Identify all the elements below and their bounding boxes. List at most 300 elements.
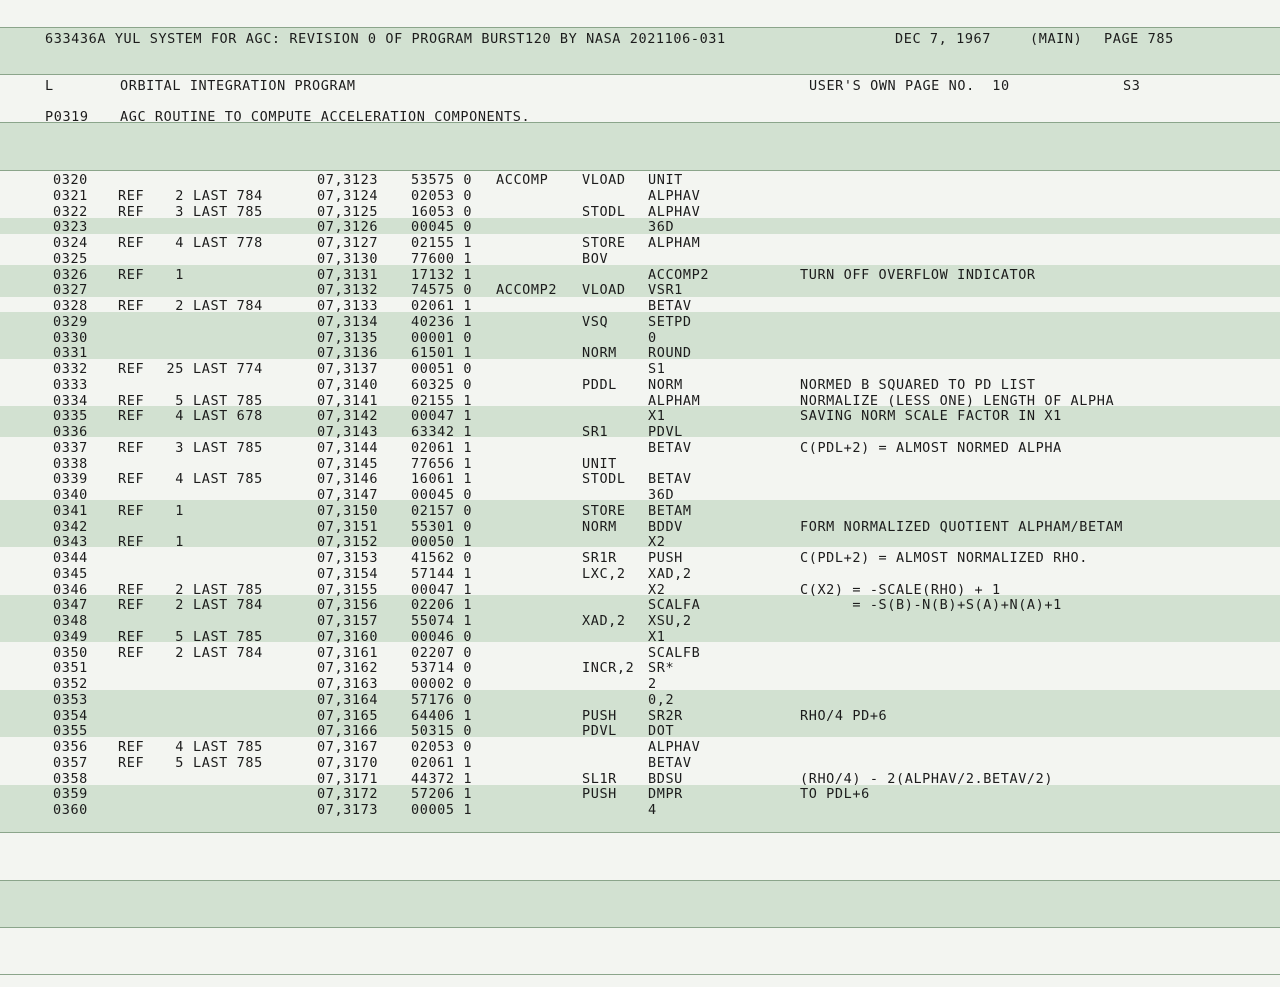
octal-code: 77600 1: [411, 250, 473, 267]
memory-address: 07,3126: [317, 219, 379, 236]
operand: UNIT: [648, 172, 683, 188]
operand: ALPHAV: [648, 203, 701, 220]
memory-address: 07,3135: [317, 329, 379, 346]
operand: BDSU: [648, 770, 683, 787]
ref-marker: REF: [118, 439, 145, 456]
program-title: ORBITAL INTEGRATION PROGRAM: [120, 78, 356, 94]
memory-address: 07,3144: [317, 439, 379, 456]
memory-address: 07,3157: [317, 613, 379, 629]
memory-address: 07,3165: [317, 707, 379, 724]
listing-row: [0, 676, 1280, 692]
listing-row: [0, 282, 1280, 298]
operand: XSU,2: [648, 613, 692, 629]
listing-row: [0, 361, 1280, 377]
listing-row: [0, 519, 1280, 535]
opcode: INCR,2: [582, 660, 635, 677]
listing-row: [0, 204, 1280, 220]
memory-address: 07,3152: [317, 534, 379, 551]
opcode: PDVL: [582, 723, 617, 740]
operand: XAD,2: [648, 565, 692, 582]
line-number: 0357: [53, 754, 88, 771]
memory-address: 07,3142: [317, 408, 379, 425]
line-number: 0322: [53, 203, 88, 220]
line-number: 0346: [53, 581, 88, 598]
opcode: PDDL: [582, 376, 617, 393]
paper-band-2: [0, 122, 1280, 170]
line-number: 0329: [53, 313, 88, 330]
octal-code: 50315 0: [411, 723, 473, 740]
last-page-ref: LAST 785: [193, 754, 263, 771]
opcode: STODL: [582, 203, 626, 220]
operand: ALPHAV: [648, 739, 701, 755]
octal-code: 61501 1: [411, 345, 473, 362]
line-number: 0348: [53, 613, 88, 629]
ref-marker: REF: [118, 392, 145, 409]
ref-marker: REF: [118, 502, 145, 519]
line-number: 0328: [53, 298, 88, 314]
last-page-ref: LAST 785: [193, 392, 263, 409]
routine-number: P0319: [45, 109, 89, 125]
octal-code: 00005 1: [411, 802, 473, 818]
memory-address: 07,3173: [317, 802, 379, 818]
operand: SCALFA: [648, 597, 701, 614]
operand: 0,2: [648, 691, 675, 708]
paper-rule: [0, 832, 1280, 833]
line-number: 0327: [53, 282, 88, 299]
ref-marker: REF: [118, 534, 145, 551]
line-number: 0339: [53, 471, 88, 488]
operand: SETPD: [648, 313, 692, 330]
listing-row: [0, 377, 1280, 393]
memory-address: 07,3156: [317, 597, 379, 614]
line-number: 0358: [53, 770, 88, 787]
memory-address: 07,3150: [317, 502, 379, 519]
octal-code: 77656 1: [411, 455, 473, 472]
memory-address: 07,3164: [317, 691, 379, 708]
operand: SR2R: [648, 707, 683, 724]
octal-code: 00047 1: [411, 581, 473, 598]
octal-code: 17132 1: [411, 266, 473, 283]
ref-marker: REF: [118, 471, 145, 488]
octal-code: 53575 0: [411, 172, 473, 188]
listing-row: [0, 786, 1280, 802]
ref-count: 1: [175, 502, 184, 519]
ref-marker: REF: [118, 739, 145, 755]
operand: PDVL: [648, 424, 683, 440]
operand: BETAV: [648, 298, 692, 314]
listing-row: [0, 251, 1280, 267]
line-number: 0325: [53, 250, 88, 267]
opcode: SR1R: [582, 550, 617, 566]
octal-code: 55074 1: [411, 613, 473, 629]
octal-code: 57144 1: [411, 565, 473, 582]
listing-row: [0, 424, 1280, 440]
opcode: XAD,2: [582, 613, 626, 629]
listing-banner: 633436A YUL SYSTEM FOR AGC: REVISION 0 OF PROGRAM BURST120 BY NASA 2021106-031: [45, 31, 726, 47]
comment: C(PDL+2) = ALMOST NORMED ALPHA: [800, 439, 1062, 456]
operand: BETAV: [648, 471, 692, 488]
memory-address: 07,3130: [317, 250, 379, 267]
listing-row: [0, 550, 1280, 566]
line-number: 0354: [53, 707, 88, 724]
memory-address: 07,3167: [317, 739, 379, 755]
ref-count: 5: [175, 392, 184, 409]
octal-code: 57176 0: [411, 691, 473, 708]
listing-row: [0, 739, 1280, 755]
memory-address: 07,3154: [317, 565, 379, 582]
memory-address: 07,3153: [317, 550, 379, 566]
octal-code: 02053 0: [411, 739, 473, 755]
memory-address: 07,3172: [317, 786, 379, 803]
octal-code: 74575 0: [411, 282, 473, 299]
last-page-ref: LAST 784: [193, 644, 263, 661]
memory-address: 07,3136: [317, 345, 379, 362]
octal-code: 02053 0: [411, 187, 473, 204]
octal-code: 63342 1: [411, 424, 473, 440]
listing-row: [0, 471, 1280, 487]
memory-address: 07,3170: [317, 754, 379, 771]
memory-address: 07,3147: [317, 487, 379, 503]
ref-count: 3: [175, 439, 184, 456]
listing-row: [0, 408, 1280, 424]
memory-address: 07,3123: [317, 172, 379, 188]
ref-count: 2: [175, 581, 184, 598]
listing-row: [0, 456, 1280, 472]
octal-code: 41562 0: [411, 550, 473, 566]
listing-row: [0, 487, 1280, 503]
listing-row: [0, 503, 1280, 519]
line-number: 0343: [53, 534, 88, 551]
line-number: 0332: [53, 361, 88, 377]
paper-band-11: [0, 880, 1280, 927]
operand: ALPHAV: [648, 187, 701, 204]
listing-row: [0, 660, 1280, 676]
opcode: PUSH: [582, 786, 617, 803]
octal-code: 02206 1: [411, 597, 473, 614]
listing-date: DEC 7, 1967: [895, 31, 992, 47]
octal-code: 44372 1: [411, 770, 473, 787]
page-number: PAGE 785: [1104, 31, 1174, 47]
line-number: 0349: [53, 628, 88, 645]
octal-code: 64406 1: [411, 707, 473, 724]
last-page-ref: LAST 784: [193, 187, 263, 204]
ref-marker: REF: [118, 754, 145, 771]
operand: 36D: [648, 219, 675, 236]
ref-marker: REF: [118, 266, 145, 283]
comment: NORMED B SQUARED TO PD LIST: [800, 376, 1036, 393]
memory-address: 07,3155: [317, 581, 379, 598]
octal-code: 16053 0: [411, 203, 473, 220]
symbol-label: ACCOMP2: [496, 282, 558, 299]
operand: DOT: [648, 723, 675, 740]
opcode: STODL: [582, 471, 626, 488]
line-number: 0340: [53, 487, 88, 503]
line-number: 0333: [53, 376, 88, 393]
symbol-label: ACCOMP: [496, 172, 549, 188]
operand: 0: [648, 329, 657, 346]
listing-row: [0, 613, 1280, 629]
ref-marker: REF: [118, 203, 145, 220]
comment: (RHO/4) - 2(ALPHAV/2.BETAV/2): [800, 770, 1054, 787]
octal-code: 00001 0: [411, 329, 473, 346]
line-number: 0350: [53, 644, 88, 661]
section-code: S3: [1123, 78, 1141, 94]
listing-row: [0, 235, 1280, 251]
line-number: 0356: [53, 739, 88, 755]
operand: X1: [648, 628, 666, 645]
memory-address: 07,3145: [317, 455, 379, 472]
line-number: 0341: [53, 502, 88, 519]
opcode: SL1R: [582, 770, 617, 787]
memory-address: 07,3133: [317, 298, 379, 314]
memory-address: 07,3127: [317, 235, 379, 251]
ref-count: 4: [175, 471, 184, 488]
memory-address: 07,3124: [317, 187, 379, 204]
octal-code: 02061 1: [411, 754, 473, 771]
listing-row: [0, 645, 1280, 661]
ref-count: 4: [175, 408, 184, 425]
operand: NORM: [648, 376, 683, 393]
octal-code: 00051 0: [411, 361, 473, 377]
comment: NORMALIZE (LESS ONE) LENGTH OF ALPHA: [800, 392, 1115, 409]
ref-count: 5: [175, 628, 184, 645]
operand: BETAM: [648, 502, 692, 519]
operand: X2: [648, 581, 666, 598]
memory-address: 07,3160: [317, 628, 379, 645]
line-number: 0337: [53, 439, 88, 456]
operand: SCALFB: [648, 644, 701, 661]
ref-count: 1: [175, 266, 184, 283]
ref-count: 2: [175, 298, 184, 314]
ref-count: 4: [175, 235, 184, 251]
operand: VSR1: [648, 282, 683, 299]
octal-code: 02155 1: [411, 392, 473, 409]
operand: BETAV: [648, 439, 692, 456]
last-page-ref: LAST 784: [193, 298, 263, 314]
ref-count: 1: [175, 534, 184, 551]
ref-marker: REF: [118, 644, 145, 661]
routine-title: AGC ROUTINE TO COMPUTE ACCELERATION COMPONENTS.: [120, 109, 531, 125]
comment: RHO/4 PD+6: [800, 707, 888, 724]
line-number: 0324: [53, 235, 88, 251]
memory-address: 07,3141: [317, 392, 379, 409]
paper-rule: [0, 74, 1280, 75]
memory-address: 07,3161: [317, 644, 379, 661]
line-number: 0344: [53, 550, 88, 566]
last-page-ref: LAST 774: [193, 361, 263, 377]
paper-rule: [0, 27, 1280, 28]
memory-address: 07,3171: [317, 770, 379, 787]
ref-count: 5: [175, 754, 184, 771]
line-number: 0326: [53, 266, 88, 283]
last-page-ref: LAST 785: [193, 471, 263, 488]
comment: C(X2) = -SCALE(RHO) + 1: [800, 581, 1001, 598]
last-page-ref: LAST 785: [193, 581, 263, 598]
ref-count: 2: [175, 597, 184, 614]
listing-row: [0, 188, 1280, 204]
memory-address: 07,3162: [317, 660, 379, 677]
line-number: 0355: [53, 723, 88, 740]
memory-address: 07,3125: [317, 203, 379, 220]
octal-code: 40236 1: [411, 313, 473, 330]
opcode: VSQ: [582, 313, 609, 330]
ref-marker: REF: [118, 597, 145, 614]
last-page-ref: LAST 785: [193, 739, 263, 755]
line-number: 0336: [53, 424, 88, 440]
comment: TURN OFF OVERFLOW INDICATOR: [800, 266, 1036, 283]
listing-row: [0, 534, 1280, 550]
listing-row: [0, 629, 1280, 645]
line-number: 0331: [53, 345, 88, 362]
ref-count: 25: [166, 361, 184, 377]
last-page-ref: LAST 678: [193, 408, 263, 425]
paper-rule: [0, 974, 1280, 975]
operand: BETAV: [648, 754, 692, 771]
operand: 4: [648, 802, 657, 818]
octal-code: 60325 0: [411, 376, 473, 393]
ref-count: 3: [175, 203, 184, 220]
ref-marker: REF: [118, 361, 145, 377]
paper-rule: [0, 927, 1280, 928]
octal-code: 02061 1: [411, 298, 473, 314]
operand: 2: [648, 676, 657, 692]
line-number: 0335: [53, 408, 88, 425]
memory-address: 07,3166: [317, 723, 379, 740]
listing-row: [0, 393, 1280, 409]
comment: C(PDL+2) = ALMOST NORMALIZED RHO.: [800, 550, 1089, 566]
octal-code: 02157 0: [411, 502, 473, 519]
opcode: BOV: [582, 250, 609, 267]
line-number: 0321: [53, 187, 88, 204]
opcode: NORM: [582, 345, 617, 362]
ref-marker: REF: [118, 408, 145, 425]
listing-row: [0, 802, 1280, 818]
octal-code: 02155 1: [411, 235, 473, 251]
listing-mark: L: [45, 78, 54, 94]
listing-row: [0, 771, 1280, 787]
line-number: 0334: [53, 392, 88, 409]
octal-code: 00045 0: [411, 219, 473, 236]
comment: = -S(B)-N(B)+S(A)+N(A)+1: [800, 597, 1062, 614]
operand: 36D: [648, 487, 675, 503]
memory-address: 07,3131: [317, 266, 379, 283]
operand: ALPHAM: [648, 392, 701, 409]
line-number: 0338: [53, 455, 88, 472]
opcode: UNIT: [582, 455, 617, 472]
octal-code: 53714 0: [411, 660, 473, 677]
ref-count: 2: [175, 644, 184, 661]
listing-row: [0, 566, 1280, 582]
operand: ACCOMP2: [648, 266, 710, 283]
ref-marker: REF: [118, 581, 145, 598]
opcode: STORE: [582, 235, 626, 251]
listing-row: [0, 298, 1280, 314]
line-number: 0353: [53, 691, 88, 708]
paper-rule: [0, 170, 1280, 171]
octal-code: 00047 1: [411, 408, 473, 425]
memory-address: 07,3137: [317, 361, 379, 377]
paper-rule: [0, 880, 1280, 881]
opcode: SR1: [582, 424, 609, 440]
line-number: 0360: [53, 802, 88, 818]
memory-address: 07,3134: [317, 313, 379, 330]
memory-address: 07,3163: [317, 676, 379, 692]
octal-code: 02207 0: [411, 644, 473, 661]
line-number: 0345: [53, 565, 88, 582]
operand: ALPHAM: [648, 235, 701, 251]
last-page-ref: LAST 785: [193, 439, 263, 456]
line-number: 0351: [53, 660, 88, 677]
listing-row: [0, 723, 1280, 739]
opcode: LXC,2: [582, 565, 626, 582]
octal-code: 00050 1: [411, 534, 473, 551]
line-number: 0347: [53, 597, 88, 614]
line-number: 0330: [53, 329, 88, 346]
octal-code: 55301 0: [411, 518, 473, 535]
opcode: VLOAD: [582, 282, 626, 299]
line-number: 0320: [53, 172, 88, 188]
listing-row: [0, 314, 1280, 330]
listing-row: [0, 708, 1280, 724]
opcode: PUSH: [582, 707, 617, 724]
octal-code: 57206 1: [411, 786, 473, 803]
listing-row: [0, 597, 1280, 613]
ref-marker: REF: [118, 235, 145, 251]
last-page-ref: LAST 785: [193, 203, 263, 220]
opcode: STORE: [582, 502, 626, 519]
listing-row: [0, 267, 1280, 283]
line-number: 0342: [53, 518, 88, 535]
user-page-number: USER'S OWN PAGE NO. 10: [809, 78, 1010, 94]
comment: FORM NORMALIZED QUOTIENT ALPHAM/BETAM: [800, 518, 1123, 535]
listing-row: [0, 330, 1280, 346]
listing-row: [0, 692, 1280, 708]
line-number: 0323: [53, 219, 88, 236]
ref-count: 2: [175, 187, 184, 204]
last-page-ref: LAST 778: [193, 235, 263, 251]
operand: X2: [648, 534, 666, 551]
listing-row: [0, 440, 1280, 456]
octal-code: 02061 1: [411, 439, 473, 456]
memory-address: 07,3151: [317, 518, 379, 535]
operand: SR*: [648, 660, 675, 677]
operand: S1: [648, 361, 666, 377]
opcode: VLOAD: [582, 172, 626, 188]
last-page-ref: LAST 784: [193, 597, 263, 614]
line-number: 0352: [53, 676, 88, 692]
listing-row: [0, 345, 1280, 361]
ref-marker: REF: [118, 628, 145, 645]
operand: BDDV: [648, 518, 683, 535]
listing-row: [0, 172, 1280, 188]
memory-address: 07,3132: [317, 282, 379, 299]
octal-code: 16061 1: [411, 471, 473, 488]
octal-code: 00002 0: [411, 676, 473, 692]
operand: PUSH: [648, 550, 683, 566]
operand: X1: [648, 408, 666, 425]
line-number: 0359: [53, 786, 88, 803]
listing-row: [0, 755, 1280, 771]
ref-marker: REF: [118, 187, 145, 204]
memory-address: 07,3146: [317, 471, 379, 488]
ref-count: 4: [175, 739, 184, 755]
operand: DMPR: [648, 786, 683, 803]
ref-marker: REF: [118, 298, 145, 314]
listing-row: [0, 219, 1280, 235]
memory-address: 07,3140: [317, 376, 379, 393]
operand: ROUND: [648, 345, 692, 362]
last-page-ref: LAST 785: [193, 628, 263, 645]
